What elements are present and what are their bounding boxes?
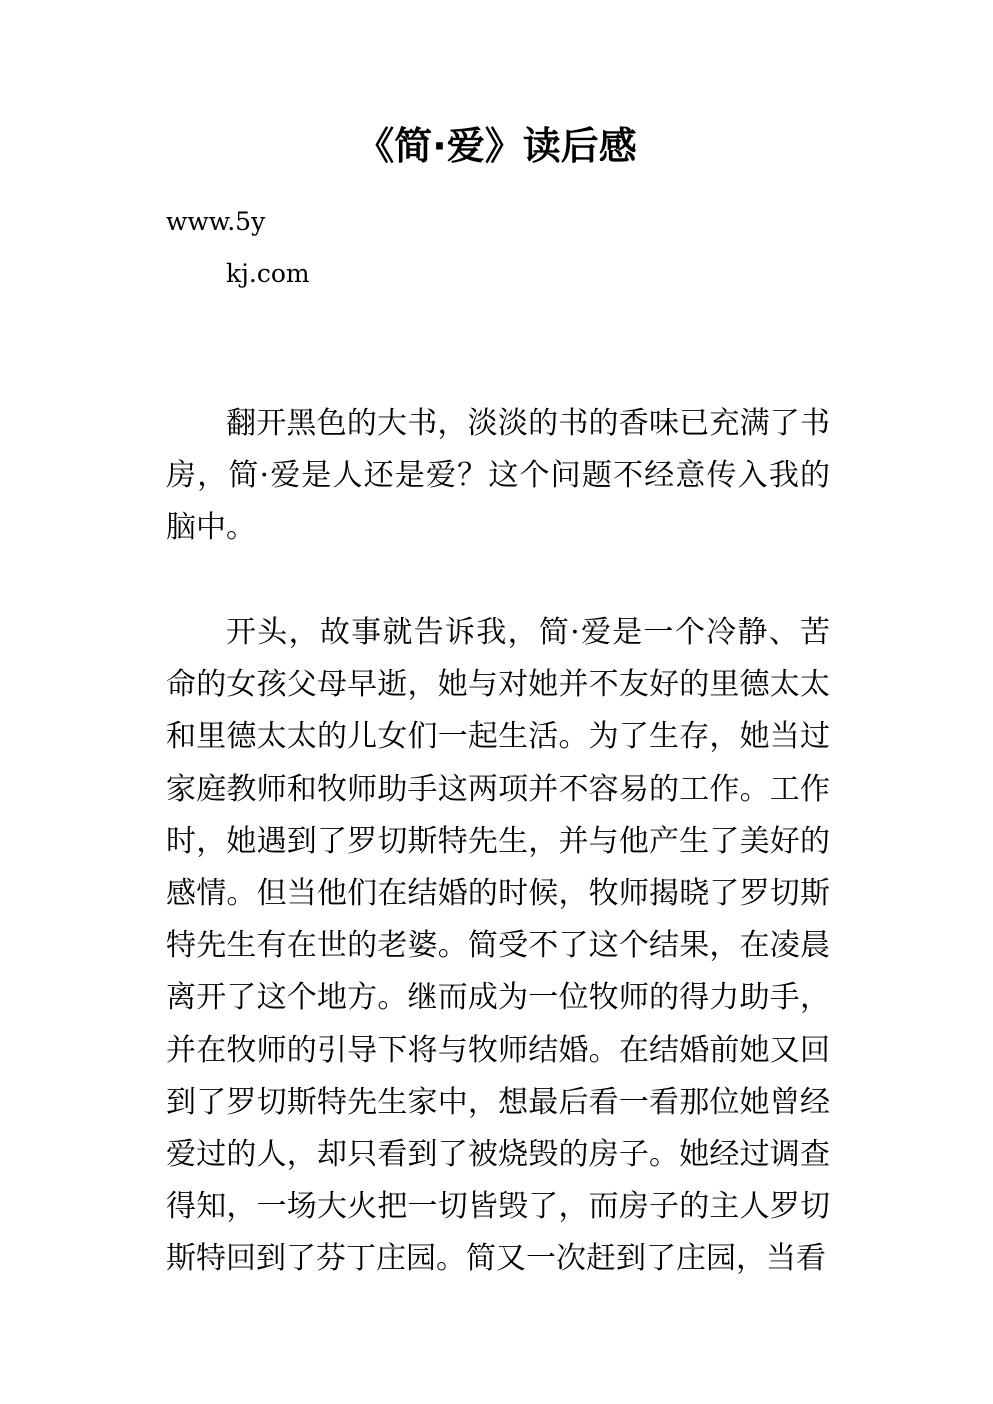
paragraph-story: 开头，故事就告诉我，简·爱是一个冷静、苦命的女孩父母早逝，她与对她并不友好的里德太太和里德太太的儿女们一起生活。为了生存，她当过家庭教师和牧师助手这两项并不容易的工作。工作时，她遇到了罗切斯特先生，并与他产生了美好的感情。但当他们在结婚的时候，牧师揭晓了罗切斯特先生有在世的老婆。简受不了这个结果，在凌晨离开了这个地方。继而成为一位牧师的得力助手，并在牧师的引导下将与牧师结婚。在结婚前她又回到了罗切斯特先生家中，想最后看一看那位她曾经爱过的人，却只看到了被烧毁的房子。她经过调查得知，一场大火把一切皆毁了，而房子的主人罗切斯特回到了芬丁庄园。简又一次赶到了庄园，当看 (166, 615, 830, 1277)
document-title: 《简·爱》读后感 (356, 124, 637, 168)
source-url-line-1: www.5y (166, 207, 266, 236)
source-url-line-2: kj.com (226, 259, 310, 288)
paragraph-intro: 翻开黑色的大书，淡淡的书的香味已充满了书房，简·爱是人还是爱？这个问题不经意传入我的脑中。 (166, 406, 830, 546)
